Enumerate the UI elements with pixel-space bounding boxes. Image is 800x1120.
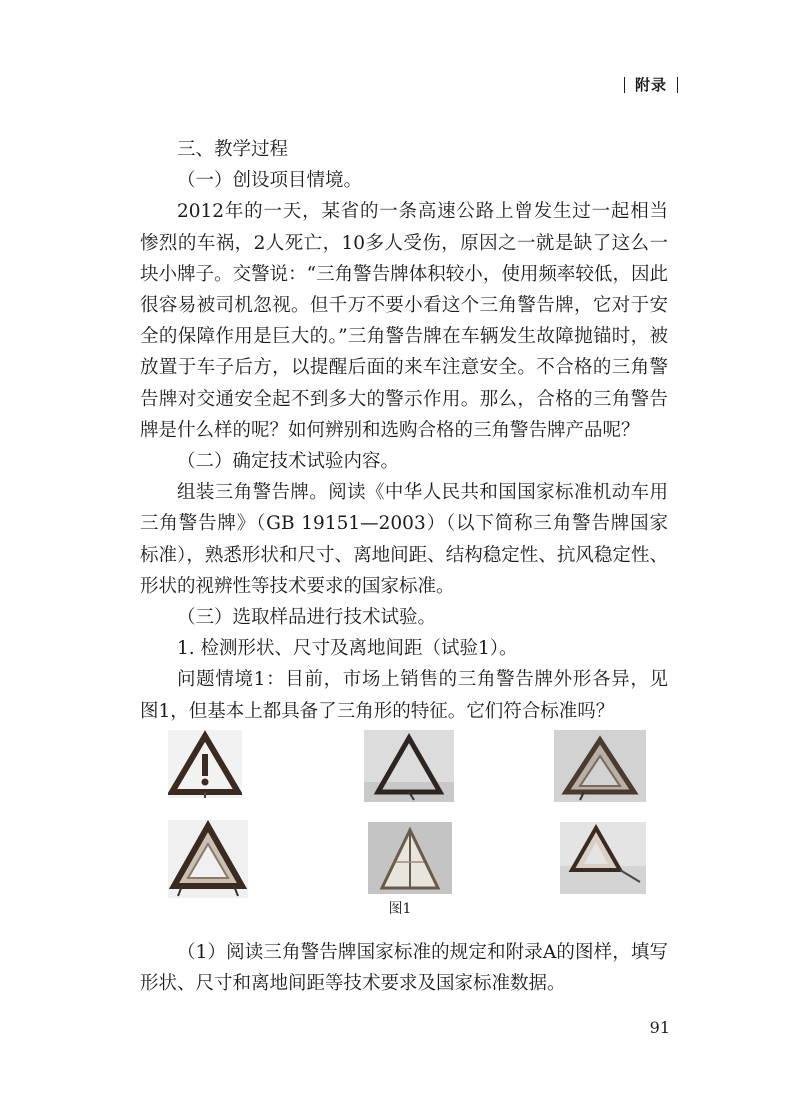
instruction-paragraph: （1）阅读三角警告牌国家标准的规定和附录A的图样，填写形状、尺寸和离地间距等技术要求及国家标准数据。 [140, 942, 668, 995]
warning-triangle-photo-5 [368, 822, 452, 894]
subsection-3: （三）选取样品进行技术试验。 [177, 607, 437, 629]
header-divider-left [624, 77, 625, 93]
warning-triangle-photo-1 [168, 730, 242, 798]
figure-caption: 图1 [388, 901, 412, 917]
header-section-title: 附录 [634, 76, 667, 94]
list-item-1: 1. 检测形状、尺寸及离地间距（试验1）。 [177, 638, 518, 660]
warning-triangle-photo-6 [560, 822, 646, 894]
subsection-1: （一）创设项目情境。 [177, 170, 363, 192]
body-text [140, 134, 668, 727]
page-number: 91 [649, 1018, 670, 1037]
running-header [624, 74, 678, 95]
header-divider-right [677, 77, 678, 93]
subsection-2: （二）确定技术试验内容。 [177, 451, 400, 473]
paragraph-2: 组装三角警告牌。阅读《中华人民共和国国家标准机动车用三角警告牌》（GB 19151—2003）（以下简称三角警告牌国家标准），熟悉形状和尺寸、离地间距、结构稳定性、抗风稳定性、形状的视辨性等技术要求的国家标准。 [140, 482, 668, 597]
section-heading: 三、教学过程 [177, 139, 289, 160]
warning-triangle-photo-4 [168, 820, 248, 898]
paragraph-1: 2012年的一天，某省的一条高速公路上曾发生过一起相当惨烈的车祸，2人死亡，10多人受伤，原因之一就是缺了这么一块小牌子。交警说：“三角警告牌体积较小，使用频率较低，因此很容易被司机忽视。但千万不要小看这个三角警告牌，它对于安全的保障作用是巨大的。”三角警告牌在车辆发生故障抛锚时，被放置于车子后方，以提醒后面的来车注意安全。不合格的三角警告牌对交通安全起不到多大的警示作用。那么，合格的三角警告牌是什么样的呢？如何辨别和选购合格的三角警告牌产品呢？ [140, 201, 668, 441]
warning-triangle-photo-2 [364, 730, 454, 802]
problem-scenario: 问题情境1：目前，市场上销售的三角警告牌外形各异，见图1，但基本上都具备了三角形的特征。它们符合标准吗？ [140, 669, 668, 722]
figure-1 [168, 726, 646, 922]
warning-triangle-photo-3 [554, 730, 646, 802]
instruction-text [140, 937, 668, 999]
